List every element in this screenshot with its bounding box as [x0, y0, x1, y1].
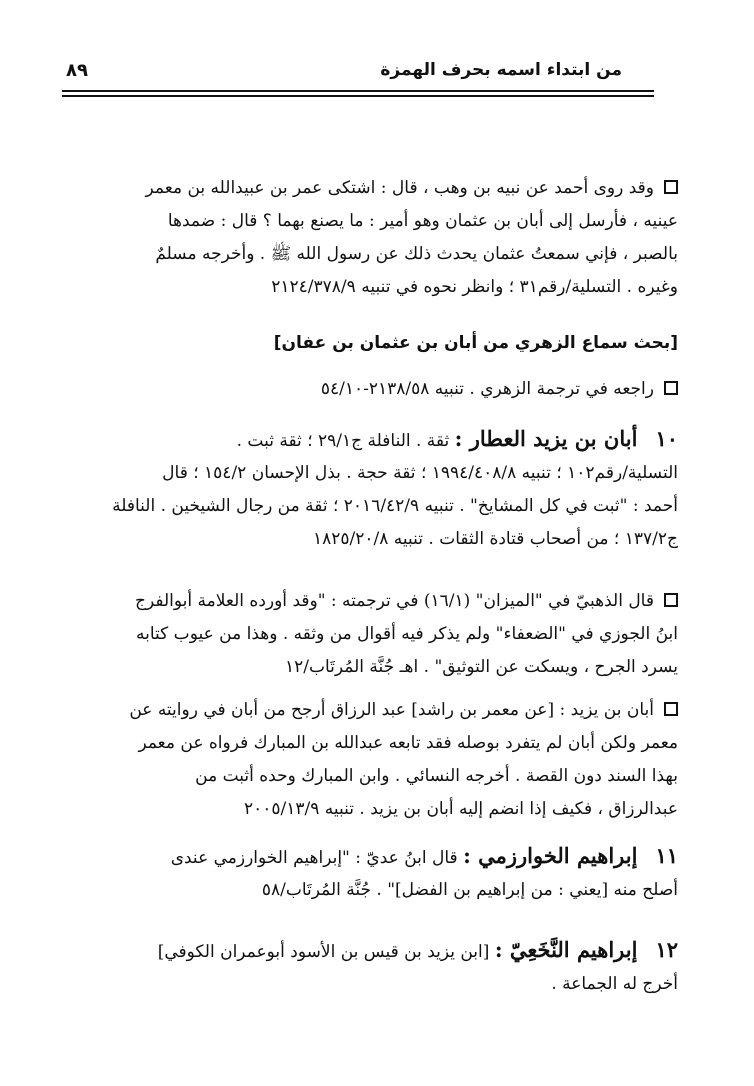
header-rule-bottom: [62, 95, 654, 97]
entry-11: ١١إبراهيم الخوارزمي : قال ابنُ عديّ : "إبراهيم الخوارزمي عندى أصلح منه [يعني : من إبراهيم بن الفضل]" . جُنَّة المُرتَاب/٥٨: [170, 843, 678, 900]
page-number: ٨٩: [66, 60, 88, 81]
paragraph-aban-mamar: أبان بن يزيد : [عن معمر بن راشد] عبد الرزاق أرجح من أبان في روايته عن معمر ولكن أبان لم يتفرد بوصله فقد تابعه عبدالله بن المبارك فرواه عن معمر بهذا السند دون القصة . أخرجه النسائي . وابن المبارك وحده أثبت من عبدالرزاق ، فكيف إذا انضم إليه أبان بن يزيد . تنبيه ٢٠٠٥/١٣/٩: [129, 700, 678, 819]
entry-number: ١١: [655, 843, 678, 868]
entry-name: أبان بن يزيد العطار :: [454, 426, 638, 451]
entry-number: ١٢: [655, 937, 678, 962]
bullet-box-icon: [664, 593, 678, 607]
entry-number: ١٠: [655, 426, 678, 451]
entry-name: إبراهيم الخوارزمي :: [463, 843, 638, 868]
entry-name: إبراهيم النَّخَعِيّ :: [494, 937, 638, 962]
running-header-title: من ابتداء اسمه بحرف الهمزة: [380, 60, 622, 80]
entry-12: ١٢إبراهيم النَّخَعِيّ : [ابن يزيد بن قيس بن الأسود أبوعمران الكوفي] أخرج له الجماعة .: [157, 937, 678, 994]
paragraph-dhahabi-quote: قال الذهبيّ في "الميزان" (١٦/١) في ترجمته : "وقد أورده العلامة أبوالفرج ابنُ الجوزي في "الضعفاء" ولم يذكر فيه أقوال من وثقه . وهذا من عيوب كتابه يسرد الجرح ، ويسكت عن التوثيق" . اهـ جُنَّة المُرتَاب/١٢: [135, 591, 678, 677]
entry-10: ١٠أبان بن يزيد العطار : ثقة . النافلة ج٢٩/١ ؛ ثقة ثبت . التسلية/رقم١٠٢ ؛ تنبيه ١٩٩٤/٤٠٨/٨ ؛ ثقة حجة . بذل الإحسان ١٥٤/٢ ؛ قال أحمد : "ثبت في كل المشايخ" . تنبيه ٢٠١٦/٤٢/٩ ؛ ثقة من رجال الشيخين . النافلة ج١٣٧/٢ ؛ من أصحاب قتادة الثقات . تنبيه ١٨٢٥/٢٠/٨: [112, 426, 678, 549]
paragraph-zuhri-reference: راجعه في ترجمة الزهري . تنبيه ٢١٣٨/٥٨-٥٤/١٠: [66, 373, 678, 406]
bullet-box-icon: [664, 381, 678, 395]
header-rule-top: [62, 90, 654, 92]
bullet-box-icon: [664, 180, 678, 194]
bullet-box-icon: [664, 702, 678, 716]
paragraph-ahmad-narration: وقد روى أحمد عن نبيه بن وهب ، قال : اشتكى عمر بن عبيدالله بن معمر عينيه ، فأرسل إلى أبان بن عثمان وهو أمير : ما يصنع بهما ؟ قال : ضمدها بالصبر ، فإني سمعتُ عثمان يحدث ذلك عن رسول الله ﷺ . وأخرجه مسلمٌ وغيره . التسلية/رقم٣١ ؛ وانظر نحوه في تنبيه ٢١٢٤/٣٧٨/٩: [145, 178, 678, 297]
section-heading: [بحث سماع الزهري من أبان بن عثمان بن عفان]: [273, 333, 678, 353]
